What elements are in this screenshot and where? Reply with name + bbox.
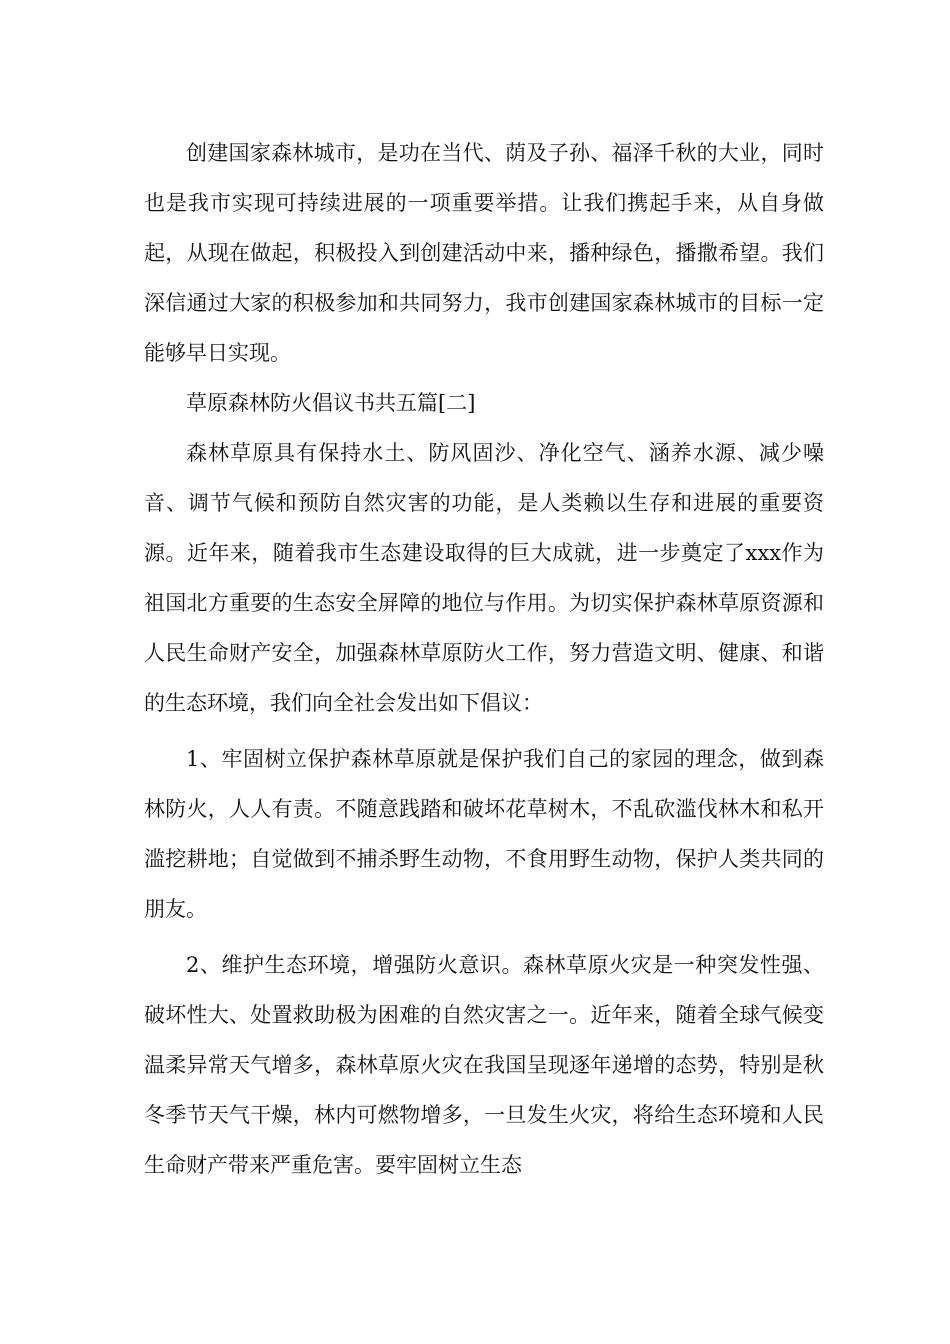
- paragraph-intro-proposal: 森林草原具有保持水土、防风固沙、净化空气、涵养水源、减少噪音、调节气候和预防自然灾害的功能，是人类赖以生存和进展的重要资源。近年来，随着我市生态建设取得的巨大成就，进一步奠定了xxx作为祖国北方重要的生态安全屏障的地位与作用。为切实保护森林草原资源和人民生命财产安全，加强森林草原防火工作，努力营造文明、健康、和谐的生态环境，我们向全社会发出如下倡议：: [144, 441, 824, 715]
- document-body: [144, 128, 824, 1190]
- paragraph-item-2: 2、维护生态环境，增强防火意识。森林草原火灾是一种突发性强、破坏性大、处置救助极为困难的自然灾害之一。近年来，随着全球气候变温柔异常天气增多，森林草原火灾在我国呈现逐年递增的态势，特别是秋冬季节天气干燥，林内可燃物增多，一旦发生火灾，将给生态环境和人民生命财产带来严重危害。要牢固树立生态: [144, 953, 824, 1177]
- paragraph-closing-forest-city: 创建国家森林城市，是功在当代、荫及子孙、福泽千秋的大业，同时也是我市实现可持续进展的一项重要举措。让我们携起手来，从自身做起，从现在做起，积极投入到创建活动中来，播种绿色，播撒希望。我们深信通过大家的积极参加和共同努力，我市创建国家森林城市的目标一定能够早日实现。: [144, 141, 824, 365]
- section-heading: 草原森林防火倡议书共五篇[二]: [186, 391, 476, 415]
- paragraph-item-1: 1、牢固树立保护森林草原就是保护我们自己的家园的理念，做到森林防火，人人有责。不随意践踏和破坏花草树木，不乱砍滥伐林木和私开滥挖耕地；自觉做到不捕杀野生动物，不食用野生动物，保护人类共同的朋友。: [144, 747, 824, 921]
